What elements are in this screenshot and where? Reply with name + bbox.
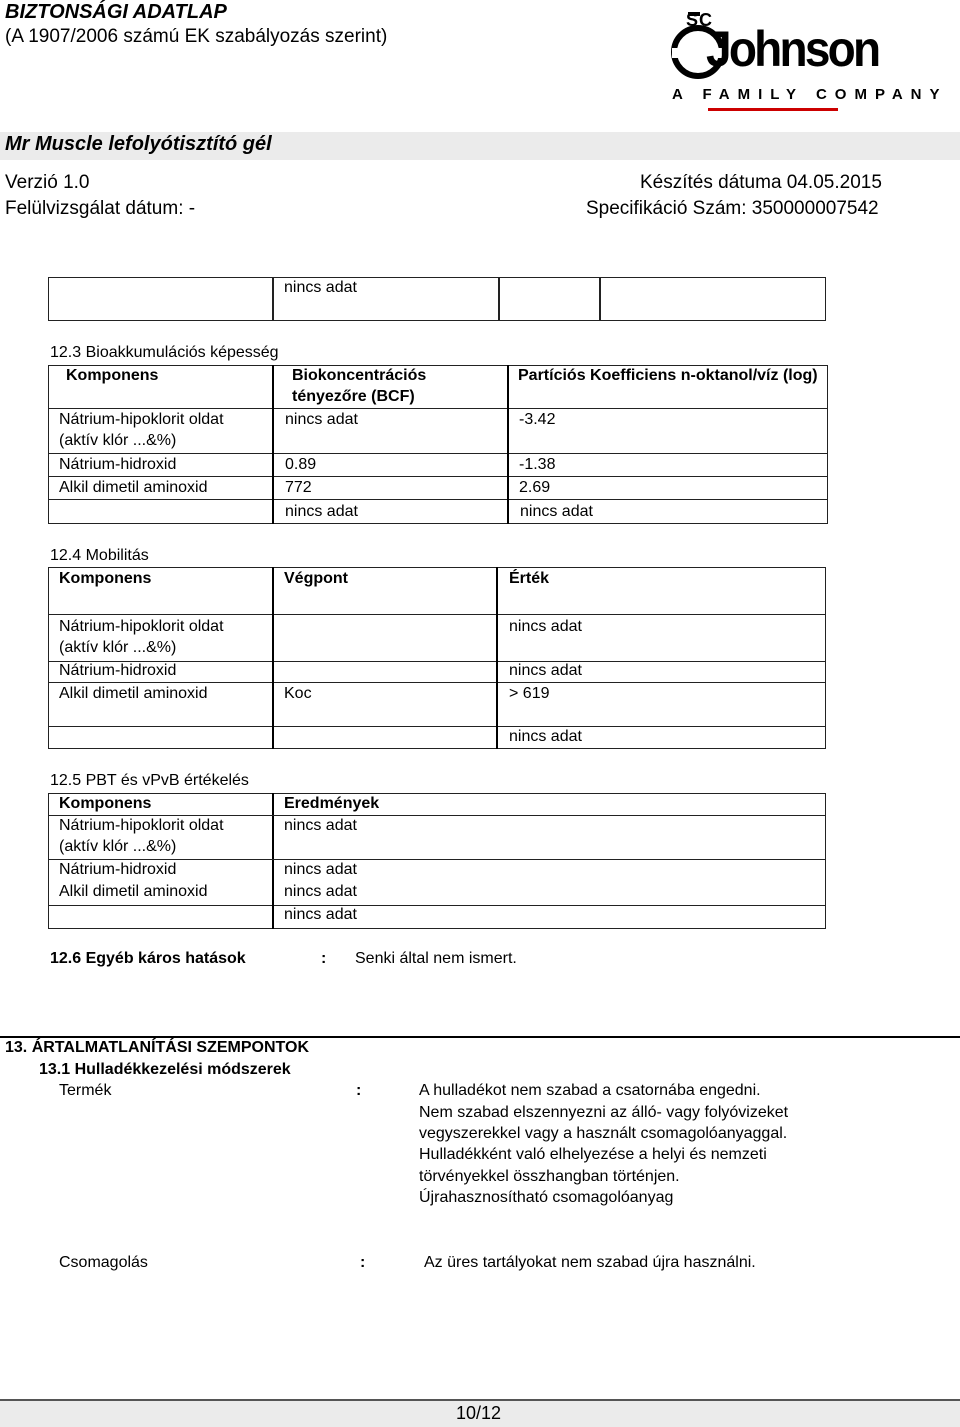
- mobility-row-1-value: nincs adat: [509, 618, 582, 635]
- product-line-5: törvényekkel összhangban történjen.: [419, 1168, 680, 1185]
- table-row: [48, 726, 826, 749]
- mobility-row-1-comp: Nátrium-hipoklorit oldat: [59, 618, 224, 635]
- logo-tagline: A FAMILY COMPANY: [672, 86, 948, 103]
- pbt-col-component: Komponens: [59, 795, 152, 812]
- pbt-col-results: Eredmények: [284, 795, 380, 812]
- pbt-row-2-comp: Nátrium-hidroxid: [59, 861, 177, 878]
- product-label: Termék: [59, 1082, 112, 1099]
- table-row: [48, 905, 826, 929]
- section-heading-13-1: 13.1 Hulladékkezelési módszerek: [39, 1061, 291, 1078]
- mobility-row-4-value: nincs adat: [509, 728, 582, 745]
- bcf-col-component: Komponens: [66, 367, 159, 384]
- top-table-cell: [498, 277, 601, 321]
- top-table-cell: [48, 277, 274, 321]
- version: Verzió 1.0: [5, 172, 90, 193]
- packaging-label: Csomagolás: [59, 1254, 148, 1271]
- issue-date: Készítés dátuma 04.05.2015: [640, 172, 882, 193]
- bcf-row-1-comp2: (aktív klór ...&%): [59, 432, 177, 449]
- bcf-row-4-log: nincs adat: [520, 503, 593, 520]
- product-line-6: Újrahasznosítható csomagolóanyag: [419, 1189, 674, 1206]
- product-line-3: vegyszerekkel vagy a használt csomagolóanyaggal.: [419, 1125, 788, 1142]
- pbt-table-header: [48, 793, 826, 816]
- top-table-value: nincs adat: [284, 279, 357, 296]
- mobility-row-3-value: > 619: [509, 685, 550, 702]
- bcf-row-4-bcf: nincs adat: [285, 503, 358, 520]
- section-heading-12-3: 12.3 Bioakkumulációs képesség: [50, 344, 279, 361]
- mobility-row-3-comp: Alkil dimetil aminoxid: [59, 685, 208, 702]
- bcf-row-1-log: -3.42: [519, 411, 556, 428]
- page-number: 10/12: [456, 1403, 502, 1423]
- product-line-2: Nem szabad elszennyezni az álló- vagy folyóvizeket: [419, 1104, 789, 1121]
- revision-date: Felülvizsgálat dátum: -: [5, 198, 196, 219]
- mobility-table-header: [48, 567, 826, 615]
- bcf-row-1-bcf: nincs adat: [285, 411, 358, 428]
- mobility-col-endpoint: Végpont: [284, 570, 348, 587]
- mobility-col-component: Komponens: [59, 570, 152, 587]
- pbt-row-4-result: nincs adat: [284, 906, 357, 923]
- section-heading-13: 13. ÁRTALMATLANÍTÁSI SZEMPONTOK: [5, 1039, 309, 1056]
- product-line-4: Hulladékként való elhelyezése a helyi és nemzeti: [419, 1146, 767, 1163]
- logo-sc: SC: [686, 10, 714, 30]
- bcf-row-3-bcf: 772: [285, 479, 312, 496]
- product-name: Mr Muscle lefolyótisztító gél: [5, 133, 272, 155]
- pbt-row-1-result: nincs adat: [284, 817, 357, 834]
- bcf-col-koc: Partíciós Koefficiens n-oktanol/víz (log): [518, 367, 818, 384]
- bcf-row-3-log: 2.69: [519, 479, 551, 496]
- mobility-row-2-comp: Nátrium-hidroxid: [59, 662, 177, 679]
- top-table-cell: [599, 277, 826, 321]
- section-heading-12-4: 12.4 Mobilitás: [50, 547, 149, 564]
- pbt-row-3-comp: Alkil dimetil aminoxid: [59, 883, 208, 900]
- bcf-col-bcf-1: Biokoncentrációs: [292, 367, 427, 384]
- document-title: BIZTONSÁGI ADATLAP: [5, 1, 227, 23]
- mobility-col-value: Érték: [509, 570, 550, 587]
- bcf-row-3-comp: Alkil dimetil aminoxid: [59, 479, 208, 496]
- section-heading-12-5: 12.5 PBT és vPvB értékelés: [50, 772, 249, 789]
- bcf-row-2-log: -1.38: [519, 456, 556, 473]
- logo-brand: Johnson: [706, 21, 879, 77]
- pbt-row-1-comp2: (aktív klór ...&%): [59, 838, 177, 855]
- bcf-row-1-comp: Nátrium-hipoklorit oldat: [59, 411, 224, 428]
- packaging-value: Az üres tartályokat nem szabad újra használni.: [424, 1254, 756, 1271]
- bcf-row-2-comp: Nátrium-hidroxid: [59, 456, 177, 473]
- packaging-colon: :: [360, 1254, 366, 1271]
- mobility-row-2-value: nincs adat: [509, 662, 582, 679]
- mobility-row-3-endpoint: Koc: [284, 685, 312, 702]
- section-divider: [0, 1036, 960, 1038]
- mobility-row-1-comp2: (aktív klór ...&%): [59, 639, 177, 656]
- bcf-col-bcf-2: tényezőre (BCF): [292, 388, 415, 405]
- product-line-1: A hulladékot nem szabad a csatornába engedni.: [419, 1082, 761, 1099]
- other-effects-label: 12.6 Egyéb káros hatások: [50, 950, 246, 967]
- sc-johnson-logo: [668, 8, 948, 118]
- pbt-row-1-comp: Nátrium-hipoklorit oldat: [59, 817, 224, 834]
- document-subtitle: (A 1907/2006 számú EK szabályozás szerint): [5, 26, 388, 47]
- spec-number: Specifikáció Szám: 350000007542: [586, 198, 879, 219]
- table-row: [48, 499, 828, 524]
- other-effects-colon: :: [321, 950, 327, 967]
- logo-underline: [708, 108, 838, 111]
- other-effects-value: Senki által nem ismert.: [355, 950, 517, 967]
- pbt-row-3-result: nincs adat: [284, 883, 357, 900]
- pbt-row-2-result: nincs adat: [284, 861, 357, 878]
- bcf-row-2-bcf: 0.89: [285, 456, 317, 473]
- product-colon: :: [356, 1082, 362, 1099]
